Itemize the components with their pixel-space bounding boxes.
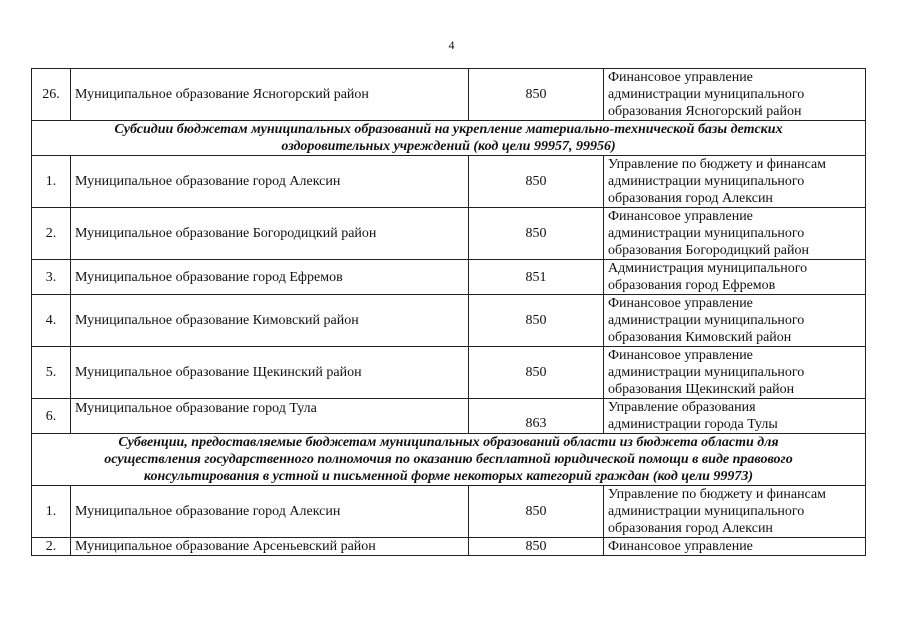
financial-authority-line: Управление по бюджету и финансам (608, 487, 827, 502)
financial-authority (604, 399, 866, 434)
municipality-name: Муниципальное образование Богородицкий район (71, 208, 469, 260)
municipality-name: Муниципальное образование город Алексин (71, 486, 469, 538)
municipality-name: Муниципальное образование Кимовский район (71, 295, 469, 347)
row-number: 6. (32, 399, 71, 434)
financial-authority-line: администрации муниципального (608, 174, 805, 189)
municipality-name: Муниципальное образование город Алексин (71, 156, 469, 208)
municipality-name: Муниципальное образование город Тула (71, 399, 469, 434)
row-number: 26. (32, 69, 71, 121)
financial-authority-line: образования Ясногорский район (608, 104, 802, 119)
municipality-name: Муниципальное образование город Ефремов (71, 260, 469, 295)
financial-authority-line: Финансовое управление (608, 296, 753, 311)
page-number: 4 (448, 38, 455, 52)
row-number: 4. (32, 295, 71, 347)
section-title-line: осуществления государственного полномочия по оказанию бесплатной юридической помощи в виде правового (104, 452, 793, 467)
municipality-name: Муниципальное образование Арсеньевский район (71, 538, 469, 556)
budget-code: 850 (469, 486, 604, 538)
allocation-table (31, 68, 866, 556)
financial-authority-line: образования город Алексин (608, 521, 773, 536)
section-title-line: Субсидии бюджетам муниципальных образований на укрепление материально-технической базы детских (114, 122, 783, 137)
table-row (32, 347, 866, 399)
table-row (32, 538, 866, 556)
financial-authority (604, 260, 866, 295)
financial-authority-line: образования Кимовский район (608, 330, 792, 345)
financial-authority (604, 69, 866, 121)
financial-authority-line: образования Щекинский район (608, 382, 795, 397)
section-header-row (32, 434, 866, 486)
financial-authority-line: образования Богородицкий район (608, 243, 809, 258)
table-body (32, 69, 866, 556)
row-number: 3. (32, 260, 71, 295)
table-row (32, 399, 866, 434)
budget-code: 850 (469, 347, 604, 399)
financial-authority-line: администрации муниципального (608, 313, 805, 328)
budget-code: 850 (469, 156, 604, 208)
financial-authority (604, 208, 866, 260)
table-row (32, 69, 866, 121)
row-number: 1. (32, 156, 71, 208)
financial-authority-line: Финансовое управление (608, 539, 753, 554)
table-row (32, 208, 866, 260)
financial-authority-line: администрации муниципального (608, 87, 805, 102)
financial-authority-line: образования город Алексин (608, 191, 773, 206)
financial-authority-line: Финансовое управление (608, 348, 753, 363)
table-row (32, 156, 866, 208)
table-row (32, 260, 866, 295)
budget-code: 850 (469, 208, 604, 260)
financial-authority-line: Финансовое управление (608, 70, 753, 85)
budget-code: 850 (469, 538, 604, 556)
section-header-row (32, 121, 866, 156)
financial-authority-line: Финансовое управление (608, 209, 753, 224)
financial-authority-line: администрации муниципального (608, 226, 805, 241)
financial-authority (604, 347, 866, 399)
table-row (32, 295, 866, 347)
financial-authority (604, 295, 866, 347)
financial-authority-line: администрации муниципального (608, 504, 805, 519)
section-title-line: консультирования в устной и письменной форме некоторых категорий граждан (код цели 99973) (143, 469, 754, 484)
financial-authority (604, 538, 866, 556)
financial-authority-line: администрации города Тулы (608, 417, 778, 432)
table-row (32, 486, 866, 538)
municipality-name: Муниципальное образование Ясногорский район (71, 69, 469, 121)
row-number: 1. (32, 486, 71, 538)
financial-authority-line: Управление по бюджету и финансам (608, 157, 827, 172)
financial-authority-line: Управление образования (608, 400, 756, 415)
municipality-name: Муниципальное образование Щекинский район (71, 347, 469, 399)
budget-code: 850 (469, 69, 604, 121)
budget-code: 863 (469, 399, 604, 434)
row-number: 2. (32, 538, 71, 556)
section-title-line: оздоровительных учреждений (код цели 99957, 99956) (281, 139, 616, 154)
financial-authority-line: администрации муниципального (608, 365, 805, 380)
financial-authority (604, 156, 866, 208)
financial-authority-line: образования город Ефремов (608, 278, 776, 293)
row-number: 5. (32, 347, 71, 399)
financial-authority-line: Администрация муниципального (608, 261, 808, 276)
financial-authority (604, 486, 866, 538)
budget-code: 851 (469, 260, 604, 295)
section-title (32, 121, 866, 156)
row-number: 2. (32, 208, 71, 260)
budget-code: 850 (469, 295, 604, 347)
section-title-line: Субвенции, предоставляемые бюджетам муниципальных образований области из бюджета области для (118, 435, 779, 450)
section-title (32, 434, 866, 486)
